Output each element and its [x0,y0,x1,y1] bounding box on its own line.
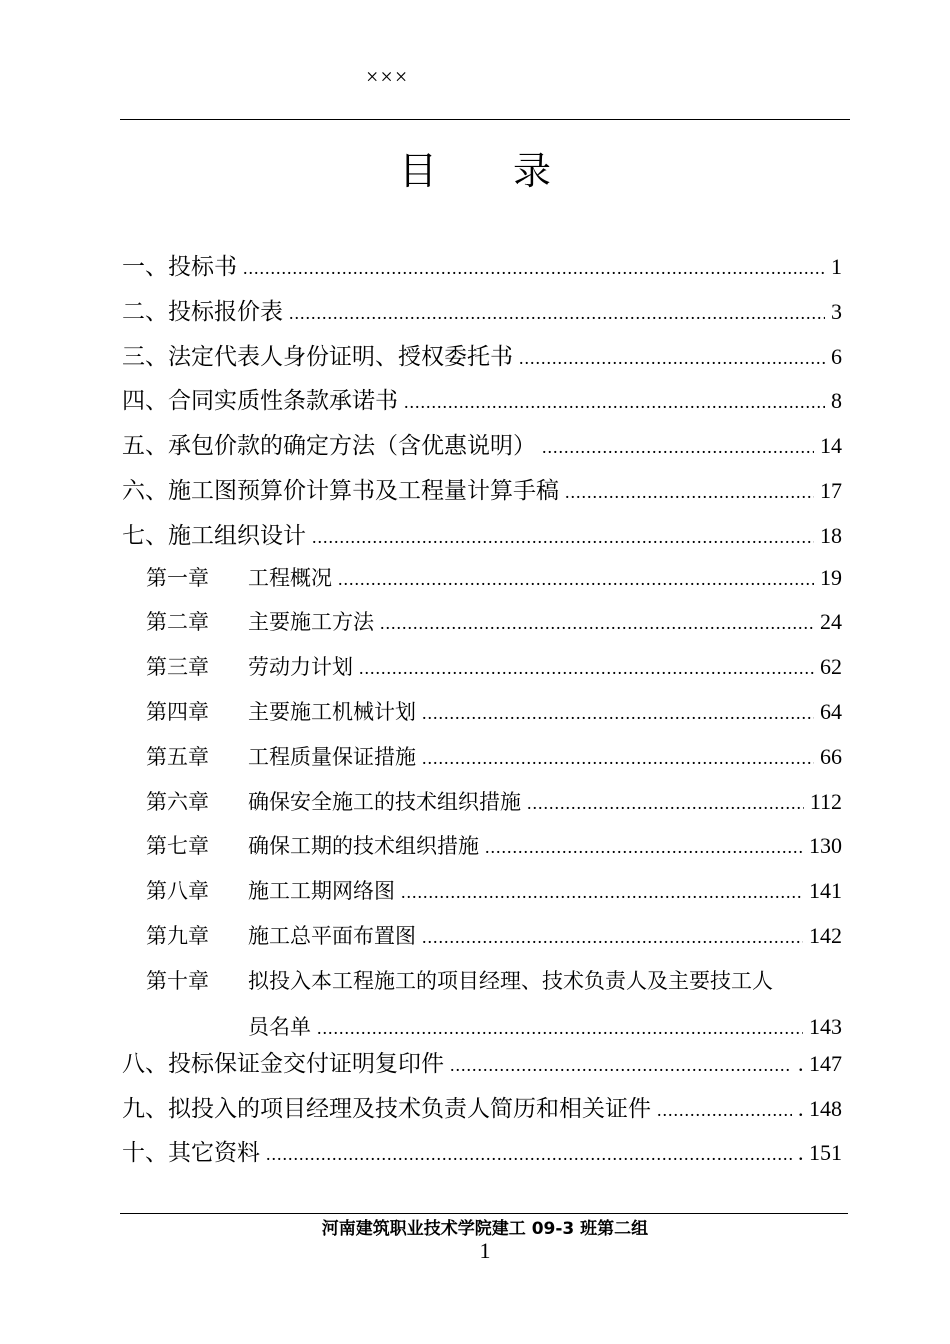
toc-entry-1[interactable]: 一、 投标书 ..... 1 [122,248,842,293]
leader-dots [401,882,803,903]
page-ref: . 148 [798,1095,842,1121]
header-mark: ××× [366,64,410,89]
page-ref: 62 [820,654,842,680]
page-ref: 66 [820,743,842,769]
page-ref: 130 [809,833,842,859]
toc-chapter-9[interactable]: 第九章 施工总平面布置图 ..... 142 [122,920,842,965]
table-of-contents [122,248,842,1179]
leader-dots [657,1100,792,1121]
header-rule [120,119,850,120]
leader-dots [527,793,804,814]
toc-chapter-10[interactable]: 第十章 拟投入本工程施工的项目经理、技术负责人及主要技工人 员名单 ..... 143 [122,965,842,1045]
leader-dots [542,437,814,458]
leader-dots [422,703,814,724]
toc-entry-7[interactable]: 七、 施工组织设计 ..... 18 [122,517,842,562]
page-ref: 18 [820,522,842,548]
page-ref: 19 [820,564,842,590]
page-ref: 1 [831,254,842,279]
toc-chapter-1[interactable]: 第一章 工程概况 ..... 19 [122,562,842,607]
toc-chapter-3[interactable]: 第三章 劳动力计划 ..... 62 [122,651,842,696]
page-ref: . 147 [798,1050,842,1076]
toc-entry-6[interactable]: 六、 施工图预算价计算书及工程量计算手稿 ..... 17 [122,472,842,517]
page-ref: 112 [809,788,842,814]
leader-dots [338,569,814,590]
leader-dots [317,1018,803,1039]
toc-chapter-5[interactable]: 第五章 工程质量保证措施 ..... 66 [122,741,842,786]
page-ref: 143 [809,1013,842,1039]
page-ref: 24 [820,609,842,635]
page-ref: 17 [820,477,842,503]
toc-entry-2[interactable]: 二、 投标报价表 ..... 3 [122,293,842,338]
footer-text: 河南建筑职业技术学院建工 09-3 班第二组 [321,1219,649,1239]
toc-entry-9[interactable]: 九、 拟投入的项目经理及技术负责人简历和相关证件 ..... . 148 [122,1090,842,1135]
toc-chapter-4[interactable]: 第四章 主要施工机械计划 ..... 64 [122,696,842,741]
page-ref: 8 [831,388,842,414]
page-number: 1 [479,1238,491,1263]
leader-dots [380,613,814,634]
page-ref: 141 [809,878,842,904]
toc-chapter-2[interactable]: 第二章 主要施工方法 ..... 24 [122,606,842,651]
page-ref: 64 [820,698,842,724]
toc-chapter-7[interactable]: 第七章 确保工期的技术组织措施 ..... 130 [122,830,842,875]
leader-dots [243,258,825,279]
page-ref: 6 [831,343,842,369]
toc-chapter-8[interactable]: 第八章 施工工期网络图 ..... 141 [122,875,842,920]
toc-entry-5[interactable]: 五、 承包价款的确定方法（含优惠说明） ..... 14 [122,427,842,472]
leader-dots [450,1055,792,1076]
leader-dots [422,927,803,948]
page-ref: 3 [831,298,842,324]
toc-entry-4[interactable]: 四、 合同实质性条款承诺书 ..... 8 [122,382,842,427]
toc-entry-3[interactable]: 三、 法定代表人身份证明、授权委托书 ..... 6 [122,338,842,383]
toc-entry-8[interactable]: 八、 投标保证金交付证明复印件 ..... . 147 [122,1045,842,1090]
toc-entry-10[interactable]: 十、 其它资料 ..... . 151 [122,1134,842,1179]
leader-dots [289,303,825,324]
leader-dots [519,348,825,369]
page-ref: 142 [809,922,842,948]
leader-dots [404,392,825,413]
toc-chapter-6[interactable]: 第六章 确保安全施工的技术组织措施 ..... 112 [122,786,842,831]
leader-dots [485,837,803,858]
page-title: 目录 [398,149,627,193]
leader-dots [312,527,814,548]
leader-dots [565,482,814,503]
page-ref: 14 [820,433,842,459]
leader-dots [422,748,814,769]
page-ref: . 151 [798,1140,842,1166]
leader-dots [266,1144,792,1165]
leader-dots [359,658,814,679]
